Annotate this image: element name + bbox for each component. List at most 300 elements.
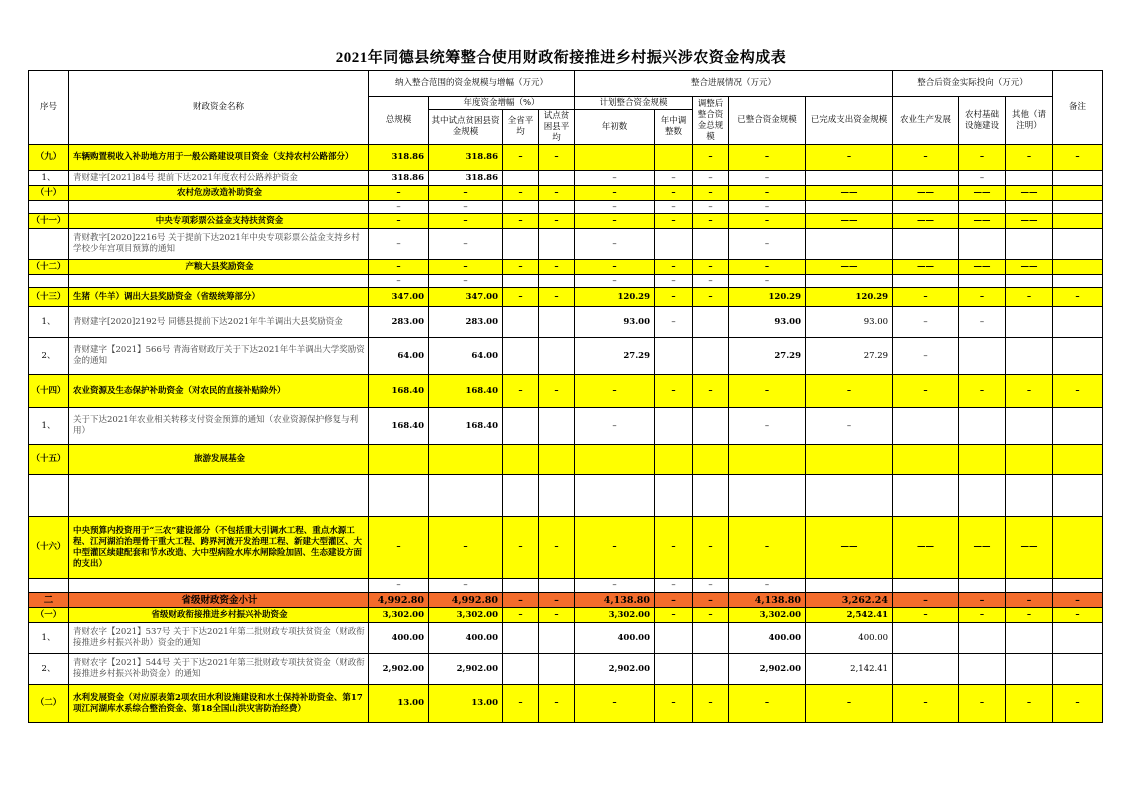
cell-agri: –	[893, 288, 959, 307]
cell-agri	[893, 201, 959, 214]
cell-name: 产粮大县奖励资金	[69, 260, 369, 275]
cell-infra: –	[959, 171, 1006, 186]
cell-province-avg: –	[503, 288, 539, 307]
cell-seq	[29, 475, 69, 517]
cell-other: –	[1006, 608, 1053, 623]
cell-other	[1006, 579, 1053, 593]
cell-infra	[959, 229, 1006, 260]
cell-seq: （十四）	[29, 375, 69, 408]
cell-pilot: 168.40	[429, 375, 503, 408]
cell-province-avg: –	[503, 375, 539, 408]
cell-pilot-avg: –	[539, 214, 575, 229]
cell-infra	[959, 275, 1006, 288]
cell-after-adjust	[693, 307, 729, 338]
cell-pilot-avg	[539, 654, 575, 685]
page-title: 2021年同德县统筹整合使用财政衔接推进乡村振兴涉农资金构成表	[335, 50, 787, 66]
cell-mid-adjust: –	[655, 214, 693, 229]
cell-province-avg	[503, 623, 539, 654]
cell-mid-adjust: –	[655, 517, 693, 579]
cell-remark	[1053, 338, 1103, 375]
cell-total: 318.86	[369, 171, 429, 186]
cell-other: ——	[1006, 214, 1053, 229]
cell-name	[69, 201, 369, 214]
cell-pilot-avg	[539, 307, 575, 338]
cell-seq: （十三）	[29, 288, 69, 307]
cell-seq: 二	[29, 593, 69, 608]
cell-other: –	[1006, 145, 1053, 171]
cell-other	[1006, 171, 1053, 186]
cell-name: 省级财政衔接推进乡村振兴补助资金	[69, 608, 369, 623]
cell-mid-adjust: –	[655, 685, 693, 723]
cell-province-avg	[503, 201, 539, 214]
cell-spent: ——	[806, 517, 893, 579]
cell-pilot: –	[429, 229, 503, 260]
cell-total: 283.00	[369, 307, 429, 338]
cell-pilot: 13.00	[429, 685, 503, 723]
cell-year-start: 3,302.00	[575, 608, 655, 623]
cell-spent: 2,142.41	[806, 654, 893, 685]
cell-seq: 2、	[29, 338, 69, 375]
cell-infra	[959, 408, 1006, 445]
cell-year-start: –	[575, 579, 655, 593]
cell-province-avg	[503, 654, 539, 685]
cell-total: –	[369, 275, 429, 288]
cell-province-avg	[503, 338, 539, 375]
cell-integrated: –	[729, 408, 806, 445]
table-row	[29, 375, 1103, 408]
cell-remark: –	[1053, 288, 1103, 307]
cell-province-avg	[503, 275, 539, 288]
cell-mid-adjust: –	[655, 593, 693, 608]
cell-pilot: 283.00	[429, 307, 503, 338]
cell-remark	[1053, 517, 1103, 579]
cell-spent: 93.00	[806, 307, 893, 338]
cell-remark	[1053, 654, 1103, 685]
cell-spent	[806, 201, 893, 214]
header-name: 财政资金名称	[69, 71, 369, 145]
cell-pilot	[429, 445, 503, 475]
cell-other	[1006, 275, 1053, 288]
cell-infra: ——	[959, 517, 1006, 579]
table-row	[29, 288, 1103, 307]
cell-seq: （十一）	[29, 214, 69, 229]
table-row	[29, 171, 1103, 186]
cell-remark	[1053, 171, 1103, 186]
cell-pilot-avg	[539, 475, 575, 517]
cell-total: –	[369, 260, 429, 275]
cell-total: 13.00	[369, 685, 429, 723]
table-row	[29, 408, 1103, 445]
cell-infra	[959, 445, 1006, 475]
header-pilot-scale: 其中试点贫困县资金规模	[429, 110, 503, 145]
cell-total: 400.00	[369, 623, 429, 654]
cell-remark	[1053, 275, 1103, 288]
cell-after-adjust	[693, 623, 729, 654]
cell-after-adjust: –	[693, 145, 729, 171]
cell-integrated: –	[729, 275, 806, 288]
cell-year-start: 93.00	[575, 307, 655, 338]
cell-integrated: –	[729, 186, 806, 201]
cell-pilot: 318.86	[429, 171, 503, 186]
cell-pilot: 4,992.80	[429, 593, 503, 608]
cell-integrated: –	[729, 517, 806, 579]
cell-total: 318.86	[369, 145, 429, 171]
cell-province-avg: –	[503, 517, 539, 579]
cell-seq	[29, 229, 69, 260]
cell-infra	[959, 579, 1006, 593]
cell-name: 农村危房改造补助资金	[69, 186, 369, 201]
table-row	[29, 201, 1103, 214]
cell-infra	[959, 623, 1006, 654]
cell-province-avg	[503, 229, 539, 260]
cell-pilot-avg	[539, 579, 575, 593]
table-row	[29, 275, 1103, 288]
cell-spent	[806, 171, 893, 186]
cell-agri: ——	[893, 186, 959, 201]
cell-after-adjust: –	[693, 579, 729, 593]
cell-spent: 120.29	[806, 288, 893, 307]
cell-infra: –	[959, 307, 1006, 338]
cell-province-avg: –	[503, 145, 539, 171]
cell-pilot-avg	[539, 408, 575, 445]
cell-province-avg	[503, 475, 539, 517]
cell-integrated: –	[729, 201, 806, 214]
cell-total: 3,302.00	[369, 608, 429, 623]
cell-spent: –	[806, 145, 893, 171]
cell-pilot: –	[429, 275, 503, 288]
cell-mid-adjust	[655, 623, 693, 654]
cell-remark: –	[1053, 608, 1103, 623]
cell-integrated: 400.00	[729, 623, 806, 654]
table-row	[29, 145, 1103, 171]
cell-year-start: –	[575, 171, 655, 186]
cell-seq: 2、	[29, 654, 69, 685]
cell-mid-adjust: –	[655, 608, 693, 623]
cell-pilot-avg: –	[539, 593, 575, 608]
header-group-scale: 纳入整合范围的资金规模与增幅（万元）	[369, 71, 575, 97]
cell-remark	[1053, 201, 1103, 214]
cell-mid-adjust	[655, 145, 693, 171]
cell-after-adjust: –	[693, 685, 729, 723]
cell-infra	[959, 654, 1006, 685]
cell-other: –	[1006, 288, 1053, 307]
cell-infra: ——	[959, 260, 1006, 275]
header-group-direction: 整合后资金实际投向（万元）	[893, 71, 1053, 97]
cell-year-start: 4,138.80	[575, 593, 655, 608]
cell-spent: 27.29	[806, 338, 893, 375]
cell-after-adjust: –	[693, 186, 729, 201]
cell-year-start: –	[575, 685, 655, 723]
cell-seq	[29, 579, 69, 593]
cell-other	[1006, 623, 1053, 654]
cell-seq: （十六）	[29, 517, 69, 579]
cell-year-start: –	[575, 260, 655, 275]
cell-total	[369, 475, 429, 517]
cell-name: 农业资源及生态保护补助资金（对农民的直接补贴除外）	[69, 375, 369, 408]
cell-other: ——	[1006, 260, 1053, 275]
cell-infra: –	[959, 608, 1006, 623]
cell-mid-adjust	[655, 654, 693, 685]
cell-remark	[1053, 229, 1103, 260]
cell-after-adjust	[693, 229, 729, 260]
cell-seq: （十）	[29, 186, 69, 201]
cell-remark	[1053, 307, 1103, 338]
table-row	[29, 517, 1103, 579]
cell-mid-adjust: –	[655, 288, 693, 307]
header-total-scale: 总规模	[369, 97, 429, 145]
cell-other	[1006, 201, 1053, 214]
cell-integrated: 120.29	[729, 288, 806, 307]
cell-spent: ——	[806, 260, 893, 275]
header-annual-increase: 年度资金增幅（%）	[429, 97, 575, 110]
table-row	[29, 608, 1103, 623]
cell-integrated: 3,302.00	[729, 608, 806, 623]
cell-agri	[893, 445, 959, 475]
cell-year-start: –	[575, 408, 655, 445]
cell-total	[369, 445, 429, 475]
header-remark: 备注	[1053, 71, 1103, 145]
cell-integrated: 27.29	[729, 338, 806, 375]
cell-pilot: 64.00	[429, 338, 503, 375]
cell-agri: –	[893, 375, 959, 408]
cell-year-start: –	[575, 186, 655, 201]
cell-agri: –	[893, 593, 959, 608]
cell-remark: –	[1053, 145, 1103, 171]
table-row	[29, 593, 1103, 608]
cell-name: 青财农字【2021】544号 关于下达2021年第三批财政专项扶贫资金（财政衔接推进乡村振兴补助资金）的通知	[69, 654, 369, 685]
cell-province-avg: –	[503, 685, 539, 723]
cell-mid-adjust	[655, 229, 693, 260]
cell-other	[1006, 229, 1053, 260]
cell-year-start	[575, 475, 655, 517]
cell-spent	[806, 579, 893, 593]
cell-agri	[893, 654, 959, 685]
cell-year-start: –	[575, 517, 655, 579]
cell-pilot: –	[429, 517, 503, 579]
cell-name: 生猪（牛羊）调出大县奖励资金（省级统筹部分）	[69, 288, 369, 307]
cell-seq: 1、	[29, 623, 69, 654]
cell-name: 省级财政资金小计	[69, 593, 369, 608]
cell-seq: （十二）	[29, 260, 69, 275]
header-agri: 农业生产发展	[893, 97, 959, 145]
header-after-adjust: 调整后整合资金总规模	[693, 97, 729, 145]
cell-province-avg: –	[503, 608, 539, 623]
cell-pilot-avg: –	[539, 186, 575, 201]
cell-seq: 1、	[29, 171, 69, 186]
cell-after-adjust: –	[693, 260, 729, 275]
cell-spent	[806, 229, 893, 260]
cell-pilot: –	[429, 260, 503, 275]
cell-province-avg: –	[503, 186, 539, 201]
cell-remark	[1053, 623, 1103, 654]
cell-agri	[893, 623, 959, 654]
cell-integrated: –	[729, 229, 806, 260]
cell-seq: （九）	[29, 145, 69, 171]
cell-seq: 1、	[29, 307, 69, 338]
cell-remark: –	[1053, 685, 1103, 723]
cell-after-adjust: –	[693, 593, 729, 608]
cell-pilot: –	[429, 579, 503, 593]
cell-infra: ——	[959, 186, 1006, 201]
cell-infra: –	[959, 145, 1006, 171]
cell-agri: –	[893, 338, 959, 375]
cell-year-start: 400.00	[575, 623, 655, 654]
cell-name: 关于下达2021年农业相关转移支付资金预算的通知（农业资源保护修复与利用）	[69, 408, 369, 445]
cell-after-adjust	[693, 475, 729, 517]
cell-seq	[29, 201, 69, 214]
cell-pilot-avg	[539, 623, 575, 654]
cell-pilot-avg: –	[539, 608, 575, 623]
cell-name: 旅游发展基金	[69, 445, 369, 475]
cell-pilot: 318.86	[429, 145, 503, 171]
cell-mid-adjust	[655, 445, 693, 475]
cell-year-start: 120.29	[575, 288, 655, 307]
cell-total: –	[369, 517, 429, 579]
cell-name: 车辆购置税收入补助地方用于一般公路建设项目资金（支持农村公路部分）	[69, 145, 369, 171]
cell-infra: –	[959, 593, 1006, 608]
cell-name	[69, 275, 369, 288]
cell-mid-adjust: –	[655, 579, 693, 593]
cell-agri: –	[893, 685, 959, 723]
cell-integrated	[729, 445, 806, 475]
cell-spent: –	[806, 408, 893, 445]
cell-pilot: 2,902.00	[429, 654, 503, 685]
table-row	[29, 214, 1103, 229]
cell-name: 青财农字【2021】537号 关于下达2021年第二批财政专项扶贫资金（财政衔接推进乡村振兴补助）资金的通知	[69, 623, 369, 654]
cell-remark	[1053, 214, 1103, 229]
cell-after-adjust: –	[693, 275, 729, 288]
cell-year-start: –	[575, 229, 655, 260]
cell-integrated: 2,902.00	[729, 654, 806, 685]
cell-remark	[1053, 260, 1103, 275]
header-other: 其他（请注明）	[1006, 97, 1053, 145]
cell-other	[1006, 475, 1053, 517]
cell-year-start	[575, 145, 655, 171]
cell-year-start: –	[575, 201, 655, 214]
cell-integrated: –	[729, 685, 806, 723]
cell-mid-adjust: –	[655, 375, 693, 408]
cell-after-adjust: –	[693, 517, 729, 579]
cell-after-adjust: –	[693, 288, 729, 307]
cell-remark: –	[1053, 375, 1103, 408]
cell-integrated: –	[729, 579, 806, 593]
table-row	[29, 229, 1103, 260]
cell-name: 青财建字[2020]2192号 同德县提前下达2021年牛羊调出大县奖励资金	[69, 307, 369, 338]
cell-province-avg	[503, 171, 539, 186]
cell-seq: 1、	[29, 408, 69, 445]
cell-name: 水利发展资金（对应原表第2项农田水利设施建设和水土保持补助资金、第17项江河湖库水系综合整治资金、第18全国山洪灾害防治经费）	[69, 685, 369, 723]
cell-after-adjust: –	[693, 201, 729, 214]
cell-other	[1006, 307, 1053, 338]
cell-mid-adjust: –	[655, 186, 693, 201]
cell-mid-adjust	[655, 408, 693, 445]
cell-after-adjust: –	[693, 214, 729, 229]
cell-total: –	[369, 186, 429, 201]
cell-mid-adjust: –	[655, 171, 693, 186]
cell-spent	[806, 475, 893, 517]
cell-total: –	[369, 201, 429, 214]
table-row	[29, 260, 1103, 275]
cell-infra	[959, 475, 1006, 517]
cell-pilot: –	[429, 186, 503, 201]
cell-pilot: 347.00	[429, 288, 503, 307]
cell-after-adjust	[693, 408, 729, 445]
cell-seq: （十五）	[29, 445, 69, 475]
cell-after-adjust: –	[693, 171, 729, 186]
cell-integrated	[729, 475, 806, 517]
cell-name	[69, 579, 369, 593]
cell-name: 青财建字[2021]84号 提前下达2021年度农村公路养护资金	[69, 171, 369, 186]
cell-other	[1006, 408, 1053, 445]
cell-pilot-avg: –	[539, 260, 575, 275]
cell-mid-adjust: –	[655, 275, 693, 288]
cell-pilot-avg: –	[539, 145, 575, 171]
cell-province-avg: –	[503, 214, 539, 229]
cell-other: –	[1006, 685, 1053, 723]
cell-mid-adjust: –	[655, 307, 693, 338]
cell-infra	[959, 201, 1006, 214]
cell-name: 青财教字[2020]2216号 关于提前下达2021年中央专项彩票公益金支持乡村学校少年宫项目预算的通知	[69, 229, 369, 260]
cell-integrated: –	[729, 260, 806, 275]
cell-total: 2,902.00	[369, 654, 429, 685]
cell-pilot: 400.00	[429, 623, 503, 654]
cell-year-start: –	[575, 275, 655, 288]
cell-pilot-avg	[539, 201, 575, 214]
cell-total: 347.00	[369, 288, 429, 307]
cell-pilot	[429, 475, 503, 517]
cell-mid-adjust	[655, 338, 693, 375]
cell-province-avg	[503, 445, 539, 475]
table-row	[29, 623, 1103, 654]
header-plan-scale: 计划整合资金规模	[575, 97, 693, 110]
cell-pilot-avg: –	[539, 375, 575, 408]
cell-year-start: 27.29	[575, 338, 655, 375]
cell-pilot-avg	[539, 445, 575, 475]
cell-spent: 3,262.24	[806, 593, 893, 608]
cell-remark	[1053, 186, 1103, 201]
cell-pilot: 3,302.00	[429, 608, 503, 623]
cell-after-adjust	[693, 338, 729, 375]
cell-other: –	[1006, 375, 1053, 408]
cell-mid-adjust	[655, 475, 693, 517]
cell-agri: –	[893, 145, 959, 171]
cell-integrated: –	[729, 375, 806, 408]
cell-pilot-avg: –	[539, 288, 575, 307]
cell-agri	[893, 171, 959, 186]
cell-after-adjust: –	[693, 608, 729, 623]
cell-pilot: 168.40	[429, 408, 503, 445]
table-row	[29, 685, 1103, 723]
cell-total: –	[369, 214, 429, 229]
cell-name: 青财建字【2021】566号 青海省财政厅关于下达2021年牛羊调出大学奖励资金的通知	[69, 338, 369, 375]
cell-province-avg	[503, 307, 539, 338]
cell-year-start	[575, 445, 655, 475]
cell-integrated: –	[729, 214, 806, 229]
cell-spent: ——	[806, 214, 893, 229]
table-row	[29, 338, 1103, 375]
cell-spent: ——	[806, 186, 893, 201]
cell-pilot-avg: –	[539, 517, 575, 579]
cell-pilot-avg: –	[539, 685, 575, 723]
cell-integrated: 4,138.80	[729, 593, 806, 608]
cell-spent: 2,542.41	[806, 608, 893, 623]
cell-agri	[893, 229, 959, 260]
cell-pilot: –	[429, 201, 503, 214]
header-integrated: 已整合资金规模	[729, 97, 806, 145]
cell-other	[1006, 445, 1053, 475]
cell-agri: ——	[893, 517, 959, 579]
cell-year-start: 2,902.00	[575, 654, 655, 685]
